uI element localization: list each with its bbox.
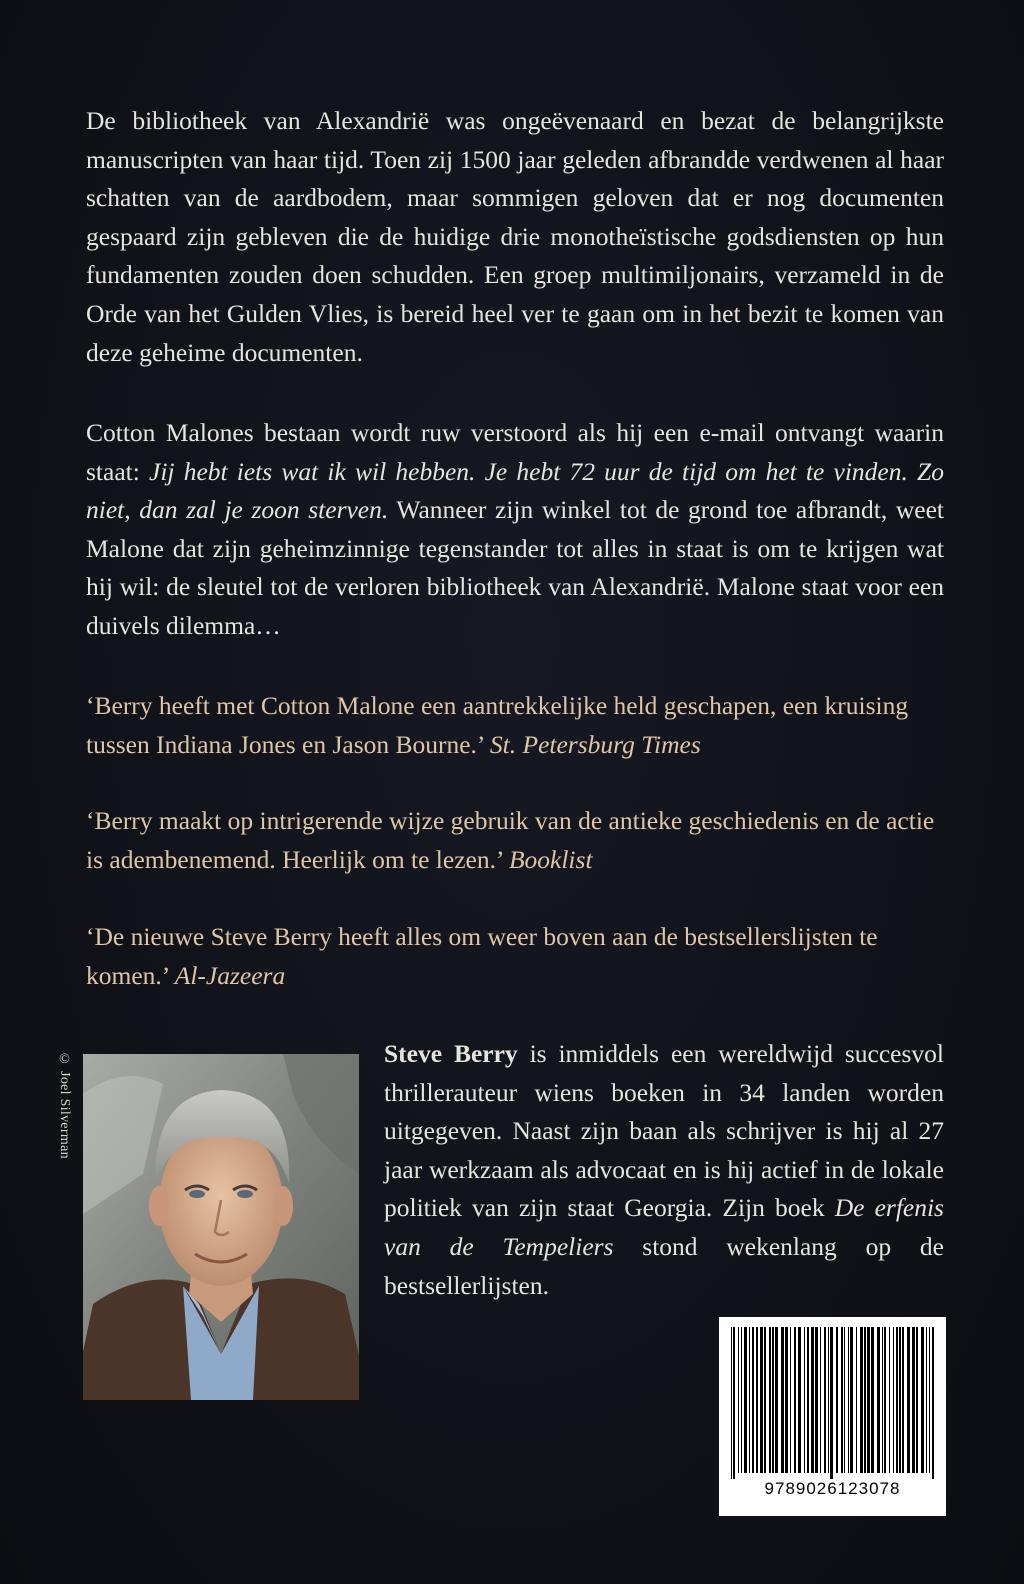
quote-text: ‘De nieuwe Steve Berry heeft alles om weer boven aan de bestsellerslijsten te komen.’ bbox=[86, 922, 878, 990]
author-bio bbox=[384, 1035, 944, 1305]
quote-source: St. Petersburg Times bbox=[489, 729, 701, 759]
blurb-paragraph-2 bbox=[86, 414, 944, 646]
bio-book-title: De erfenis van de Tempeliers bbox=[384, 1193, 944, 1261]
bio-text-1: is inmiddels een wereldwijd succesvol thrillerauteur wiens boeken in 34 landen worden uitgegeven. Naast zijn baan als schrijver is hij al 27 jaar werkzaam als advocaat en is hij actief in de lokale politiek van zijn staat Georgia. Zijn boek bbox=[384, 1039, 944, 1223]
review-quote-2 bbox=[86, 802, 956, 879]
photo-credit: © Joel Silverman bbox=[57, 1052, 72, 1159]
author-name: Steve Berry bbox=[384, 1039, 518, 1068]
review-quote-1 bbox=[86, 687, 956, 764]
bio-text-2: stond wekenlang op de bestsellerlijsten. bbox=[384, 1231, 944, 1300]
blurb-p2-italic: Jij hebt iets wat ik wil hebben. Je hebt 72 uur de tijd om het te vinden. Zo niet, dan zal je zoon sterven. bbox=[86, 456, 944, 525]
blurb-paragraph-1: De bibliotheek van Alexandrië was ongeëvenaard en bezat de belangrijkste manuscripten van haar tijd. Toen zij 1500 jaar geleden afbrandde verdwenen al haar schatten van de aardbodem, maar sommigen geloven dat er nog documenten gespaard zijn gebleven die de huidige drie monotheïstische godsdiensten op hun fundamenten zouden doen schudden. Een groep multimiljonairs, verzameld in de Orde van het Gulden Vlies, is bereid heel ver te gaan om in het bezit te komen van deze geheime documenten. bbox=[86, 106, 944, 367]
isbn-barcode bbox=[719, 1317, 946, 1516]
quote-source: Al-Jazeera bbox=[174, 960, 286, 990]
blurb-p2-start: Cotton Malones bestaan wordt ruw verstoord als hij een e-mail ontvangt waarin staat: bbox=[86, 418, 944, 486]
quote-text: ‘Berry maakt op intrigerende wijze gebruik van de antieke geschiedenis en de actie is adembenemend. Heerlijk om te lezen.’ bbox=[86, 806, 935, 874]
quote-text: ‘Berry heeft met Cotton Malone een aantrekkelijke held geschapen, een kruising tussen Indiana Jones en Jason Bourne.’ bbox=[86, 691, 909, 759]
barcode-number: 9789026123078 bbox=[764, 1479, 901, 1498]
blurb-p2-end: Wanneer zijn winkel tot de grond toe afbrandt, weet Malone dat zijn geheimzinnige tegenstander tot alles in staat is om te krijgen wat hij wil: de sleutel tot de verloren bibliotheek van Alexandrië. Malone staat voor een duivels dilemma… bbox=[86, 495, 944, 640]
author-portrait-image bbox=[83, 1054, 359, 1400]
author-photo bbox=[83, 1054, 359, 1400]
quote-source: Booklist bbox=[508, 844, 593, 874]
review-quote-3 bbox=[86, 918, 956, 995]
